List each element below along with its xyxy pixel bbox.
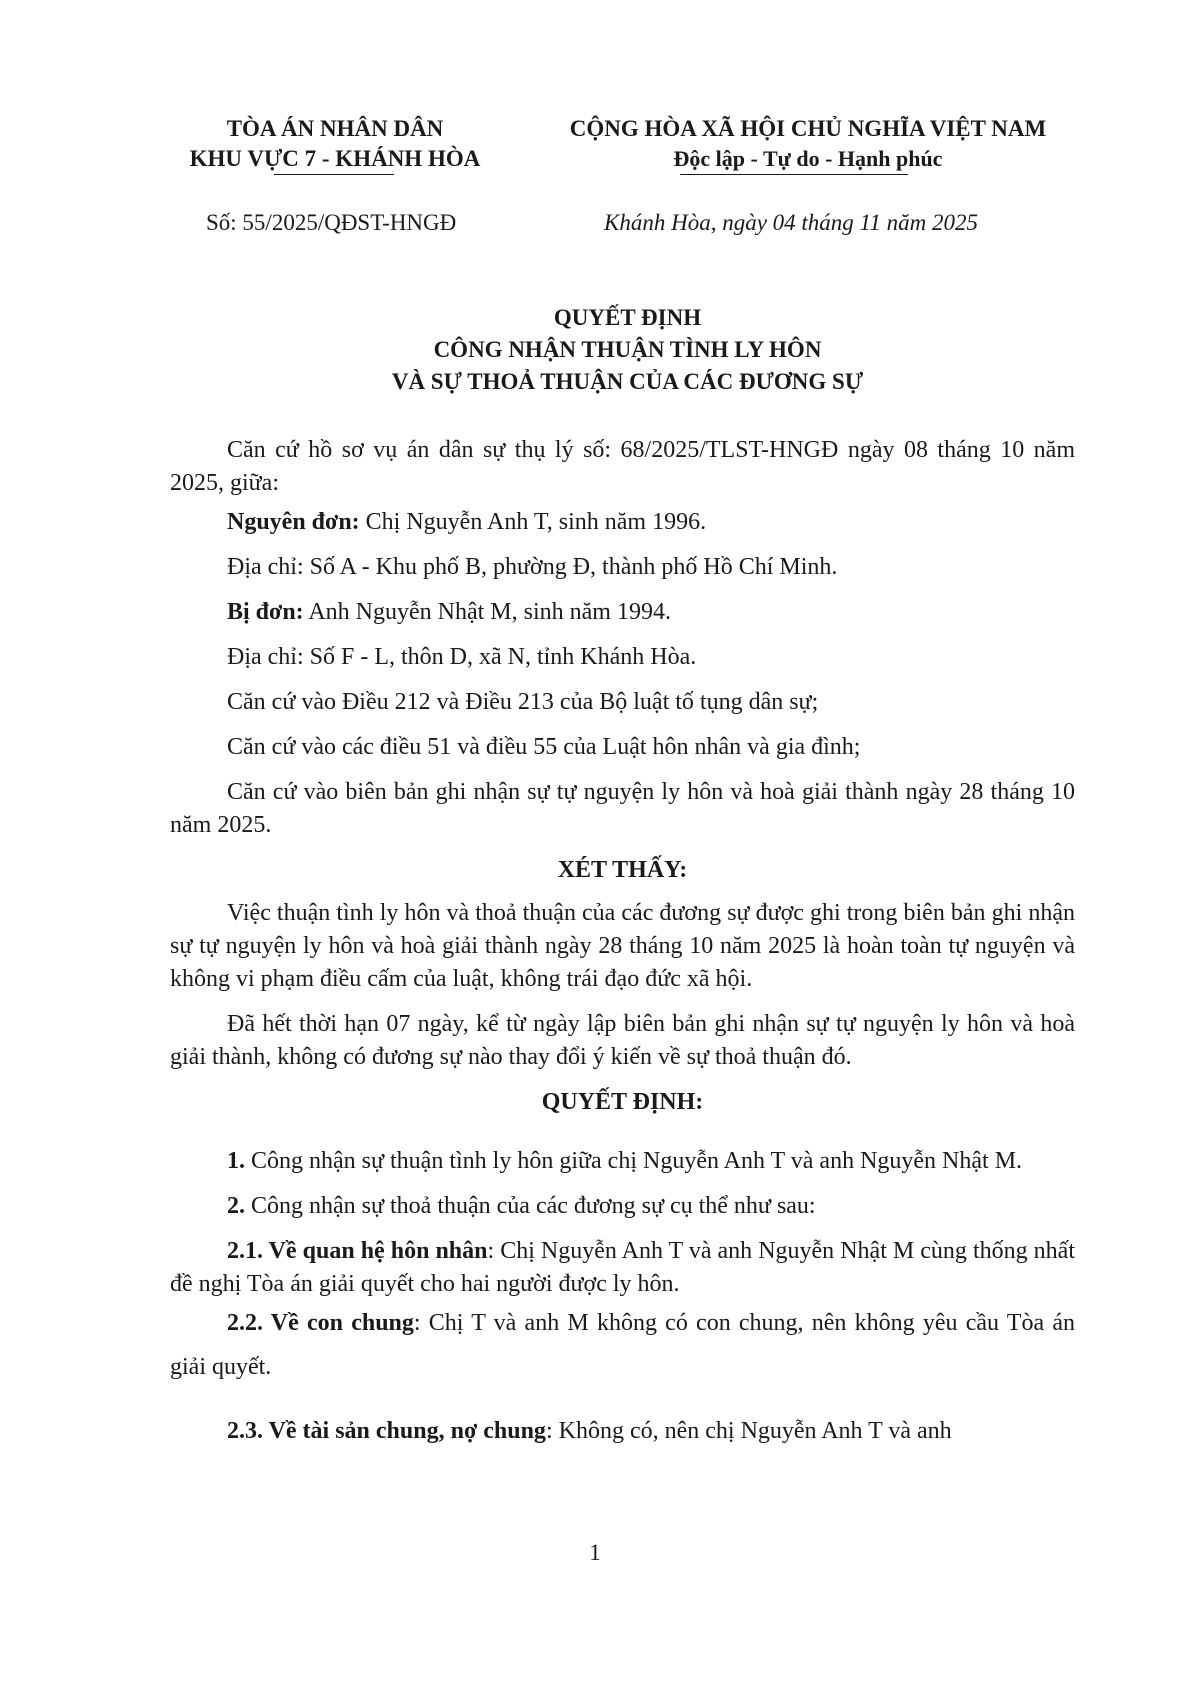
place-date: Khánh Hòa, ngày 04 tháng 11 năm 2025 xyxy=(604,210,978,235)
court-name-block xyxy=(150,114,520,174)
finding-paragraph-1: Việc thuận tình ly hôn và thoả thuận của các đương sự được ghi trong biên bản ghi nhận sự tự nguyện ly hôn và hoà giải thành ngày 28 tháng 10 năm 2025 là hoàn toàn tự nguyện và không vi phạm điều cấm của luật, không trái đạo đức xã hội. xyxy=(170,900,1075,992)
title-line-1: QUYẾT ĐỊNH xyxy=(553,305,702,330)
decision-item-2-2-label: 2.2. Về con chung xyxy=(227,1310,414,1336)
defendant-address: Địa chỉ: Số F - L, thôn D, xã N, tỉnh Khánh Hòa. xyxy=(227,644,697,670)
finding-paragraph-2: Đã hết thời hạn 07 ngày, kể từ ngày lập biên bản ghi nhận sự tự nguyện ly hôn và hoà giải thành, không có đương sự nào thay đổi ý kiến về sự thoả thuận đó. xyxy=(170,1011,1075,1070)
decision-item-1-number: 1. xyxy=(227,1148,245,1174)
legal-basis-1: Căn cứ vào Điều 212 và Điều 213 của Bộ luật tố tụng dân sự; xyxy=(227,689,819,715)
title-line-3: VÀ SỰ THOẢ THUẬN CỦA CÁC ĐƯƠNG SỰ xyxy=(391,369,864,394)
national-motto-block xyxy=(528,114,1088,174)
decision-item-1-text: Công nhận sự thuận tình ly hôn giữa chị Nguyễn Anh T và anh Nguyễn Nhật M. xyxy=(245,1148,1023,1174)
legal-basis-3: Căn cứ vào biên bản ghi nhận sự tự nguyện ly hôn và hoà giải thành ngày 28 tháng 10 năm 2025. xyxy=(170,779,1075,838)
decision-item-2-1 xyxy=(170,1235,1075,1301)
case-basis: Căn cứ hồ sơ vụ án dân sự thụ lý số: 68/2025/TLST-HNGĐ ngày 08 tháng 10 năm 2025, giữa: xyxy=(170,437,1075,496)
nation-name: CỘNG HÒA XÃ HỘI CHỦ NGHĨA VIỆT NAM xyxy=(569,116,1047,141)
decision-item-2-3 xyxy=(170,1415,1075,1448)
national-motto: Độc lập - Tự do - Hạnh phúc xyxy=(673,146,943,171)
court-name: TÒA ÁN NHÂN DÂN xyxy=(226,116,444,141)
decision-item-2-1-text: : Chị Nguyễn Anh T và anh Nguyễn Nhật M cùng thống nhất đề nghị Tòa án giải quyết cho hai người được ly hôn. xyxy=(170,1238,1075,1297)
court-region: KHU VỰC 7 - KHÁNH HÒA xyxy=(189,146,481,171)
page-number: 1 xyxy=(589,1540,601,1565)
legal-basis-2: Căn cứ vào các điều 51 và điều 55 của Luật hôn nhân và gia đình; xyxy=(227,734,861,760)
document-body xyxy=(170,434,1075,1460)
defendant-label: Bị đơn: xyxy=(227,599,304,625)
defendant-line xyxy=(170,596,1075,629)
decision-item-2-3-label: 2.3. Về tài sản chung, nợ chung xyxy=(227,1418,546,1444)
decision-item-1 xyxy=(170,1145,1075,1178)
plaintiff-address: Địa chỉ: Số A - Khu phố B, phường Đ, thành phố Hồ Chí Minh. xyxy=(227,554,838,580)
plaintiff-line xyxy=(170,506,1075,539)
title-line-2: CÔNG NHẬN THUẬN TÌNH LY HÔN xyxy=(433,337,822,362)
decision-item-2-1-label: 2.1. Về quan hệ hôn nhân xyxy=(227,1238,488,1264)
decision-number: Số: 55/2025/QĐST-HNGĐ xyxy=(206,210,457,235)
decision-item-2-text: Công nhận sự thoả thuận của các đương sự cụ thể như sau: xyxy=(245,1193,816,1219)
section-decision-heading: QUYẾT ĐỊNH: xyxy=(541,1089,704,1115)
decision-item-2-2-text: : Chị T và anh M không có con chung, nên không yêu cầu Tòa án giải quyết. xyxy=(170,1310,1075,1380)
section-findings-heading: XÉT THẤY: xyxy=(557,857,688,883)
defendant-text: Anh Nguyễn Nhật M, sinh năm 1994. xyxy=(303,599,671,625)
decision-item-2-number: 2. xyxy=(227,1193,245,1219)
motto-underline xyxy=(680,174,908,175)
court-underline xyxy=(274,174,394,175)
decision-item-2-3-text: : Không có, nên chị Nguyễn Anh T và anh xyxy=(545,1418,952,1444)
plaintiff-text: Chị Nguyễn Anh T, sinh năm 1996. xyxy=(359,509,707,535)
document-title xyxy=(150,302,1105,398)
plaintiff-label: Nguyên đơn: xyxy=(227,509,360,535)
decision-item-2 xyxy=(170,1190,1075,1223)
decision-item-2-2 xyxy=(170,1301,1075,1389)
